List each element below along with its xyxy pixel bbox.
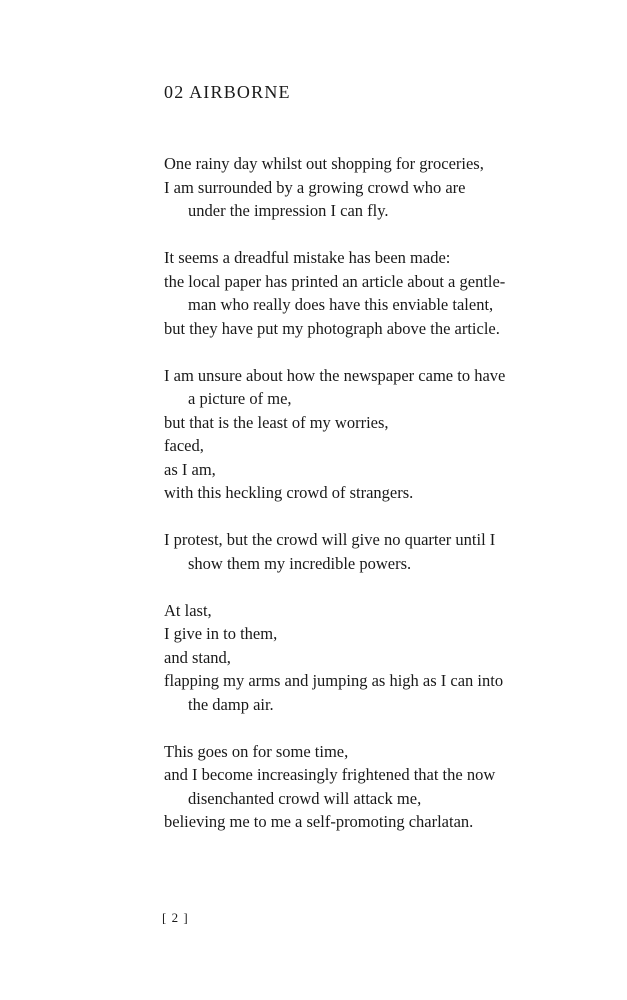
poem-stanza — [164, 599, 584, 717]
poem-line: I am unsure about how the newspaper came to have — [164, 365, 506, 385]
poem-line: but that is the least of my worries, — [164, 412, 389, 432]
poem-stanza — [164, 246, 584, 340]
poem-line: I give in to them, — [164, 624, 278, 643]
poem-line: I protest, but the crowd will give no quarter until I — [164, 530, 496, 549]
poem-stanza — [164, 364, 584, 505]
poem-line: At last, — [164, 600, 212, 620]
poem-line: believing me to me a self-promoting charlatan. — [164, 812, 474, 831]
page-number: [ 2 ] — [162, 910, 189, 925]
poem-stanza — [164, 740, 584, 834]
poem-line: This goes on for some time, — [164, 741, 349, 761]
poem-line: and I become increasingly frightened that the now — [164, 765, 496, 784]
poem-line: as I am, — [164, 459, 216, 479]
poem-line: the damp air. — [188, 694, 274, 714]
poem-line: a picture of me, — [188, 389, 292, 408]
poem-line: but they have put my photograph above the article. — [164, 318, 500, 338]
poem-line: the local paper has printed an article about a gentle- — [164, 271, 506, 291]
poem-line: It seems a dreadful mistake has been made: — [164, 248, 451, 267]
poem-line: disenchanted crowd will attack me, — [188, 788, 422, 808]
poem-line: flapping my arms and jumping as high as I can into — [164, 671, 504, 690]
poem-line: and stand, — [164, 647, 231, 667]
poem-line: with this heckling crowd of strangers. — [164, 483, 414, 502]
poem-stanza — [164, 528, 584, 575]
poem-line: under the impression I can fly. — [188, 201, 389, 220]
poem-body — [164, 152, 584, 857]
poem-line: I am surrounded by a growing crowd who are — [164, 177, 466, 197]
poem-line: man who really does have this enviable talent, — [188, 295, 494, 314]
poem-line: faced, — [164, 436, 204, 455]
poem-stanza — [164, 152, 584, 223]
poem-line: show them my incredible powers. — [188, 553, 412, 573]
poem-line: One rainy day whilst out shopping for groceries, — [164, 154, 484, 173]
poem-title: 02 AIRBORNE — [164, 82, 291, 102]
